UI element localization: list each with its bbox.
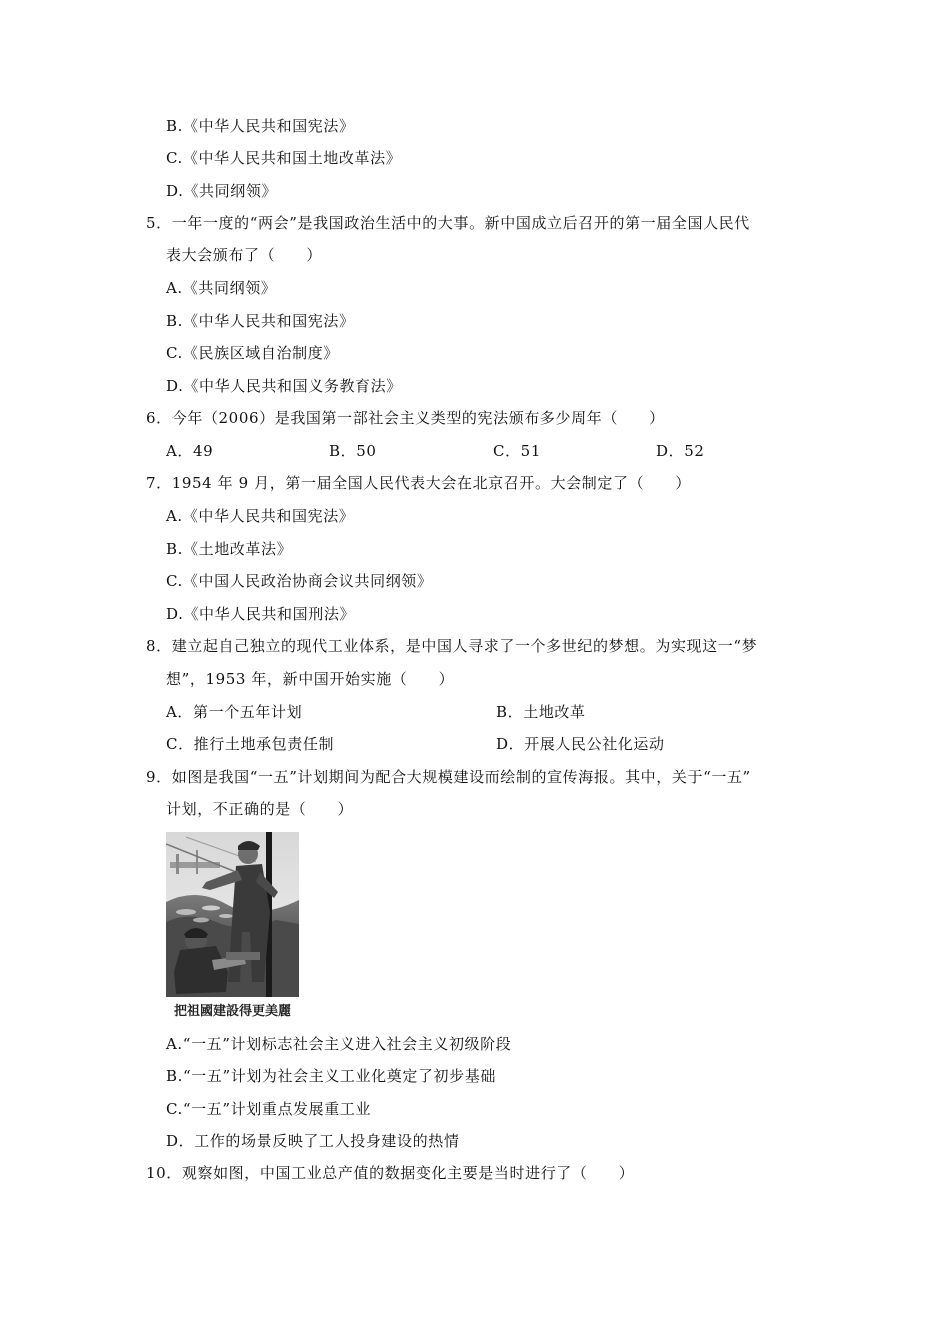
q6-stem: 6．今年（2006）是我国第一部社会主义类型的宪法颁布多少周年（ ） [146,409,665,427]
propaganda-poster-image [166,832,299,1022]
q7-option-b: B.《土地改革法》 [166,540,293,558]
q6-option-d: D．52 [656,442,705,460]
q8-option-a: A．第一个五年计划 [166,703,303,721]
q5-option-c: C.《民族区域自治制度》 [166,344,339,362]
q4-option-c: C.《中华人民共和国土地改革法》 [166,149,402,167]
q4-option-b: B.《中华人民共和国宪法》 [166,117,355,135]
q5-option-a: A.《共同纲领》 [166,279,277,297]
q5-option-d: D.《中华人民共和国义务教育法》 [166,377,402,395]
q7-option-c: C.《中国人民政治协商会议共同纲领》 [166,572,433,590]
q7-stem: 7．1954 年 9 月，第一届全国人民代表大会在北京召开。大会制定了（ ） [146,474,691,492]
q10-stem: 10．观察如图，中国工业总产值的数据变化主要是当时进行了（ ） [146,1164,635,1182]
q7-option-a: A.《中华人民共和国宪法》 [166,507,355,525]
q6-option-c: C．51 [493,442,541,460]
q5-option-b: B.《中华人民共和国宪法》 [166,312,355,330]
q6-option-b: B．50 [329,442,377,460]
q8-stem-line2: 想”，1953 年，新中国开始实施（ ） [166,670,455,688]
q8-option-d: D．开展人民公社化运动 [496,735,665,753]
q9-option-b: B.“一五”计划为社会主义工业化奠定了初步基础 [166,1067,496,1085]
q5-stem-line1: 5．一年一度的“两会”是我国政治生活中的大事。新中国成立后召开的第一届全国人民代 [146,214,750,232]
q9-stem-line2: 计划，不正确的是（ ） [166,800,354,818]
q5-stem-line2: 表大会颁布了（ ） [166,246,323,264]
q9-option-d: D．工作的场景反映了工人投身建设的热情 [166,1132,460,1150]
q8-option-c: C．推行土地承包责任制 [166,735,335,753]
q9-stem-line1: 9．如图是我国“一五”计划期间为配合大规模建设而绘制的宣传海报。其中，关于“一五” [146,768,751,786]
q9-option-a: A.“一五”计划标志社会主义进入社会主义初级阶段 [166,1035,512,1053]
q8-stem-line1: 8．建立起自己独立的现代工业体系，是中国人寻求了一个多世纪的梦想。为实现这一“梦 [146,637,758,655]
q9-option-c: C.“一五”计划重点发展重工业 [166,1100,372,1118]
poster-caption: 把祖國建設得更美麗 [173,1004,292,1019]
q4-option-d: D.《共同纲领》 [166,182,278,200]
q8-option-b: B．土地改革 [496,703,586,721]
q6-option-a: A．49 [166,442,214,460]
q7-option-d: D.《中华人民共和国刑法》 [166,605,356,623]
